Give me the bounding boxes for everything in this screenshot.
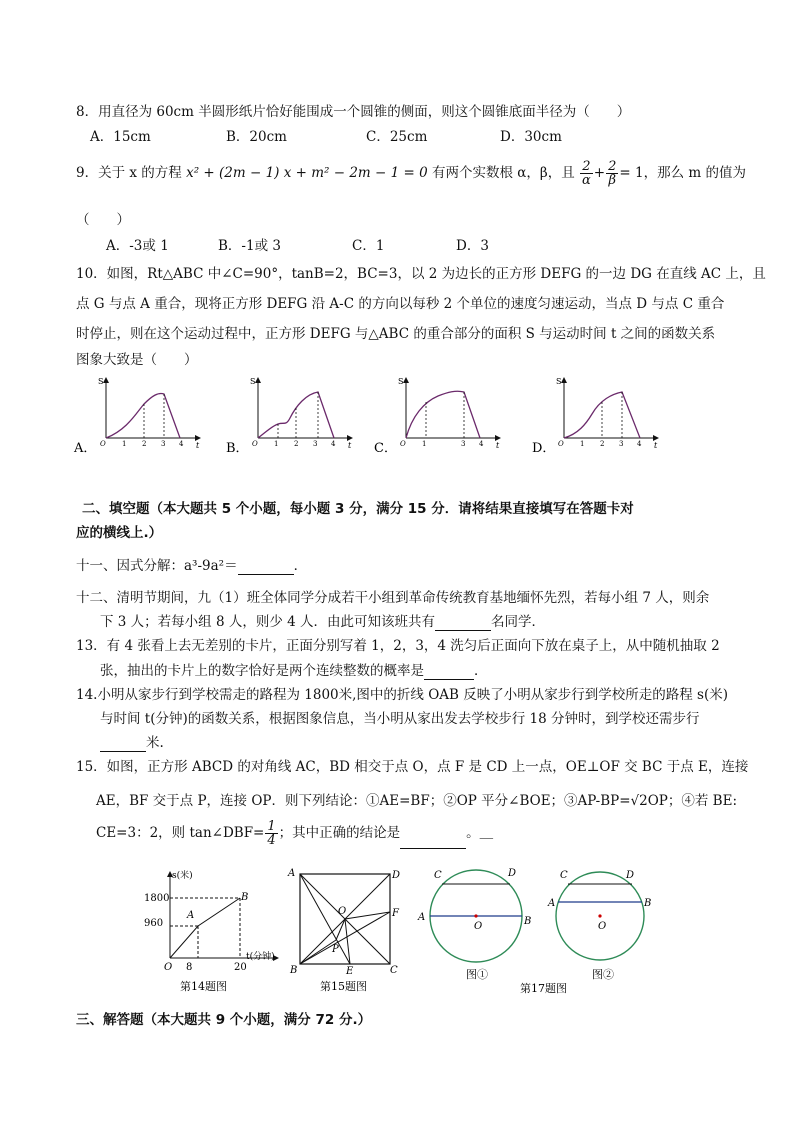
- q9-frac-beta: $\frac{2}{\beta}$: [608, 159, 617, 188]
- q15-line3: CE=3：2，则 tan∠DBF= $\frac{1}{4}$ ；其中正确的结论是 。＿: [96, 819, 494, 848]
- svg-text:A: A: [418, 912, 426, 923]
- fig17-caption-2: 图②: [592, 968, 614, 981]
- q8-option-c: C．25cm: [366, 129, 428, 145]
- svg-text:1: 1: [422, 440, 427, 448]
- fig14-ytick-1800: 1800: [144, 893, 170, 904]
- graph-a-label: A．: [74, 441, 97, 456]
- fig17-circles: [414, 862, 664, 998]
- fig15-label-p: P: [332, 944, 339, 955]
- q8-option-a: A．15cm: [90, 129, 151, 145]
- q15-line2: AE，BF 交于点 P，连接 OP．则下列结论：①AE=BF；②OP 平分∠BOE；③AP-BP=√2OP；④若 BE:: [96, 793, 738, 809]
- svg-text:2: 2: [294, 440, 299, 448]
- graph-c: [374, 377, 500, 456]
- fig14-point-a: A: [187, 910, 195, 921]
- graph-b-t: t: [348, 441, 352, 450]
- svg-text:3: 3: [313, 440, 318, 448]
- graph-a-curve: [106, 393, 180, 438]
- q14-answer-blank: [100, 735, 146, 752]
- q11-answer-blank: [238, 558, 294, 575]
- q9-frac-alpha: $\frac{2}{\alpha}$: [582, 159, 591, 188]
- q9-eq-one: = 1: [619, 165, 644, 181]
- q14-line2: 与时间 t(分钟)的函数关系，根据图象信息，当小明从家出发去学校步行 18 分钟时，到学校还需步行: [100, 711, 700, 727]
- svg-text:D: D: [508, 868, 517, 879]
- svg-text:A: A: [548, 898, 556, 909]
- fig15-label-f: F: [392, 908, 399, 919]
- svg-text:2: 2: [142, 440, 147, 448]
- fig14-xlabel: t(分钟): [246, 952, 275, 962]
- fig17-figure-1: [417, 868, 531, 981]
- fig17-caption: 第17题图: [520, 982, 567, 995]
- q13-answer-blank: [424, 663, 474, 680]
- fig14-xtick-20: 20: [234, 962, 247, 973]
- graph-a-s: S: [98, 377, 104, 386]
- fig17-caption-1: 图①: [466, 968, 488, 981]
- q9-option-a: A．-3或 1: [106, 238, 169, 254]
- fig17-figure-2: [547, 870, 651, 981]
- svg-text:4: 4: [637, 440, 642, 448]
- q15-frac: $\frac{1}{4}$: [267, 819, 276, 848]
- graph-c-s: S: [398, 377, 404, 386]
- svg-text:O: O: [558, 440, 564, 448]
- q9-pre: 9．关于 x 的方程: [76, 165, 182, 181]
- q9-equation: x² + (2m − 1) x + m² − 2m − 1 = 0: [186, 165, 428, 181]
- fig14-point-b: B: [241, 892, 249, 903]
- q9-option-c: C．1: [352, 238, 385, 254]
- svg-text:B: B: [644, 898, 652, 909]
- section2-line1: 二、填空题（本大题共 5 个小题，每小题 3 分，满分 15 分．请将结果直接填写在答题卡对: [82, 501, 634, 517]
- svg-text:O: O: [400, 440, 406, 448]
- graph-b-label: B．: [226, 441, 249, 456]
- svg-text:4: 4: [179, 440, 184, 448]
- q9-post: ，那么 m 的值为: [643, 165, 746, 181]
- q11-text: 十一、因式分解：a³-9a²＝: [76, 558, 238, 574]
- fig14-plot: [170, 898, 240, 958]
- graph-d-s: S: [556, 377, 562, 386]
- fig14-origin: O: [164, 962, 173, 973]
- graph-c-label: C．: [374, 441, 397, 456]
- q11-end: ．: [293, 558, 308, 574]
- svg-text:D: D: [626, 870, 635, 881]
- graph-b: [226, 377, 352, 456]
- fig15-label-b: B: [290, 965, 298, 976]
- fig14-xtick-8: 8: [186, 962, 193, 973]
- graph-d: [532, 377, 658, 456]
- svg-text:O: O: [474, 921, 483, 932]
- q15-answer-blank: [400, 818, 466, 849]
- svg-text:1: 1: [580, 440, 585, 448]
- section3-heading: 三、解答题（本大题共 9 个小题，满分 72 分.）: [76, 1012, 372, 1028]
- fig15-label-a: A: [288, 868, 296, 879]
- svg-text:C: C: [560, 870, 568, 881]
- q10-line1: 10．如图，Rt△ABC 中∠C=90°，tanB=2，BC=3，以 2 为边长的正方形 DEFG 的一边 DG 在直线 AC 上，且: [76, 266, 766, 282]
- svg-text:C: C: [434, 870, 442, 881]
- q10-line3: 时停止，则在这个运动过程中，正方形 DEFG 与△ABC 的重合部分的面积 S 与运动时间 t 之间的函数关系: [76, 326, 716, 342]
- q9-option-b: B．-1或 3: [218, 238, 281, 254]
- q9-paren: （ ）: [76, 212, 130, 228]
- fig15-label-d: D: [392, 870, 401, 881]
- graph-a-o: O: [100, 440, 106, 448]
- svg-text:4: 4: [479, 440, 484, 448]
- fig15-label-e: E: [346, 966, 354, 977]
- q13-line2: 张，抽出的卡片上的数字恰好是两个连续整数的概率是 ．: [100, 663, 488, 679]
- graph-c-t: t: [496, 441, 500, 450]
- q9-stem: [76, 158, 746, 188]
- graph-d-t: t: [654, 441, 658, 450]
- q9-plus: +: [593, 165, 606, 181]
- q12-answer-blank: [435, 614, 491, 631]
- fig15-label-c: C: [390, 965, 398, 976]
- fig15-caption: 第15题图: [320, 980, 367, 993]
- q9-option-d: D．3: [456, 238, 489, 254]
- fig14-line-oab: [170, 898, 240, 958]
- q9-mid: 有两个实数根 α，β，且: [431, 165, 575, 181]
- q13-line1: 13．有 4 张看上去无差别的卡片，正面分别写着 1，2，3，4 洗匀后正面向下放在桌子上，从中随机抽取 2: [76, 638, 720, 654]
- graph-d-label: D．: [532, 441, 556, 456]
- q10-line4: 图象大致是（ ）: [76, 352, 198, 368]
- q11: [76, 554, 307, 575]
- q15-sqrt: √2: [630, 793, 648, 809]
- q10-graphs: [72, 372, 732, 460]
- q15-line1: 15．如图，正方形 ABCD 的对角线 AC，BD 相交于点 O，点 F 是 CD 上一点，OE⊥OF 交 BC 于点 E，连接: [76, 759, 749, 775]
- svg-text:3: 3: [619, 440, 624, 448]
- fig14-ytick-960: 960: [144, 918, 164, 929]
- graph-b-s: S: [250, 377, 256, 386]
- fig14-ylabel: s(米): [172, 871, 193, 881]
- q8-stem: 8．用直径为 60cm 半圆形纸片恰好能围成一个圆锥的侧面，则这个圆锥底面半径为（ ）: [76, 104, 631, 120]
- q8-option-b: B．20cm: [226, 129, 287, 145]
- fig14-chart: [146, 866, 286, 996]
- fig15-ae: [300, 874, 350, 964]
- fig14-caption: 第14题图: [180, 980, 227, 993]
- graph-a-t: t: [196, 441, 200, 450]
- graph-a: [73, 377, 200, 456]
- q10-line2: 点 G 与点 A 重合，现将正方形 DEFG 沿 A-C 的方向以每秒 2 个单位的速度匀速运动，当点 D 与点 C 重合: [76, 296, 725, 312]
- q12-line2: 下 3 人；若每小组 8 人，则少 4 人．由此可知该班共有 名同学．: [100, 614, 546, 630]
- svg-text:O: O: [252, 440, 258, 448]
- fig15-op: [336, 919, 345, 940]
- graph-b-curve: [258, 392, 334, 438]
- svg-text:1: 1: [274, 440, 279, 448]
- fig15-square: [286, 864, 406, 998]
- graph-c-curve: [406, 391, 480, 438]
- svg-text:O: O: [598, 921, 607, 932]
- fig15-label-o: O: [338, 906, 347, 917]
- svg-text:3: 3: [161, 440, 166, 448]
- section2-line2: 应的横线上.）: [76, 525, 163, 541]
- q14-line3: 米.: [100, 731, 164, 752]
- q12-line1: 十二、清明节期间，九（1）班全体同学分成若干小组到革命传统教育基地缅怀先烈，若每小组 7 人，则余: [76, 590, 710, 606]
- q14-line1: 14.小明从家步行到学校需走的路程为 1800米,图中的折线 OAB 反映了小明从家步行到学校所走的路程 s(米): [76, 687, 728, 703]
- svg-text:1: 1: [122, 440, 127, 448]
- q8-option-d: D．30cm: [500, 129, 562, 145]
- svg-text:B: B: [524, 916, 532, 927]
- svg-text:2: 2: [600, 440, 605, 448]
- svg-text:3: 3: [461, 440, 466, 448]
- svg-text:4: 4: [331, 440, 336, 448]
